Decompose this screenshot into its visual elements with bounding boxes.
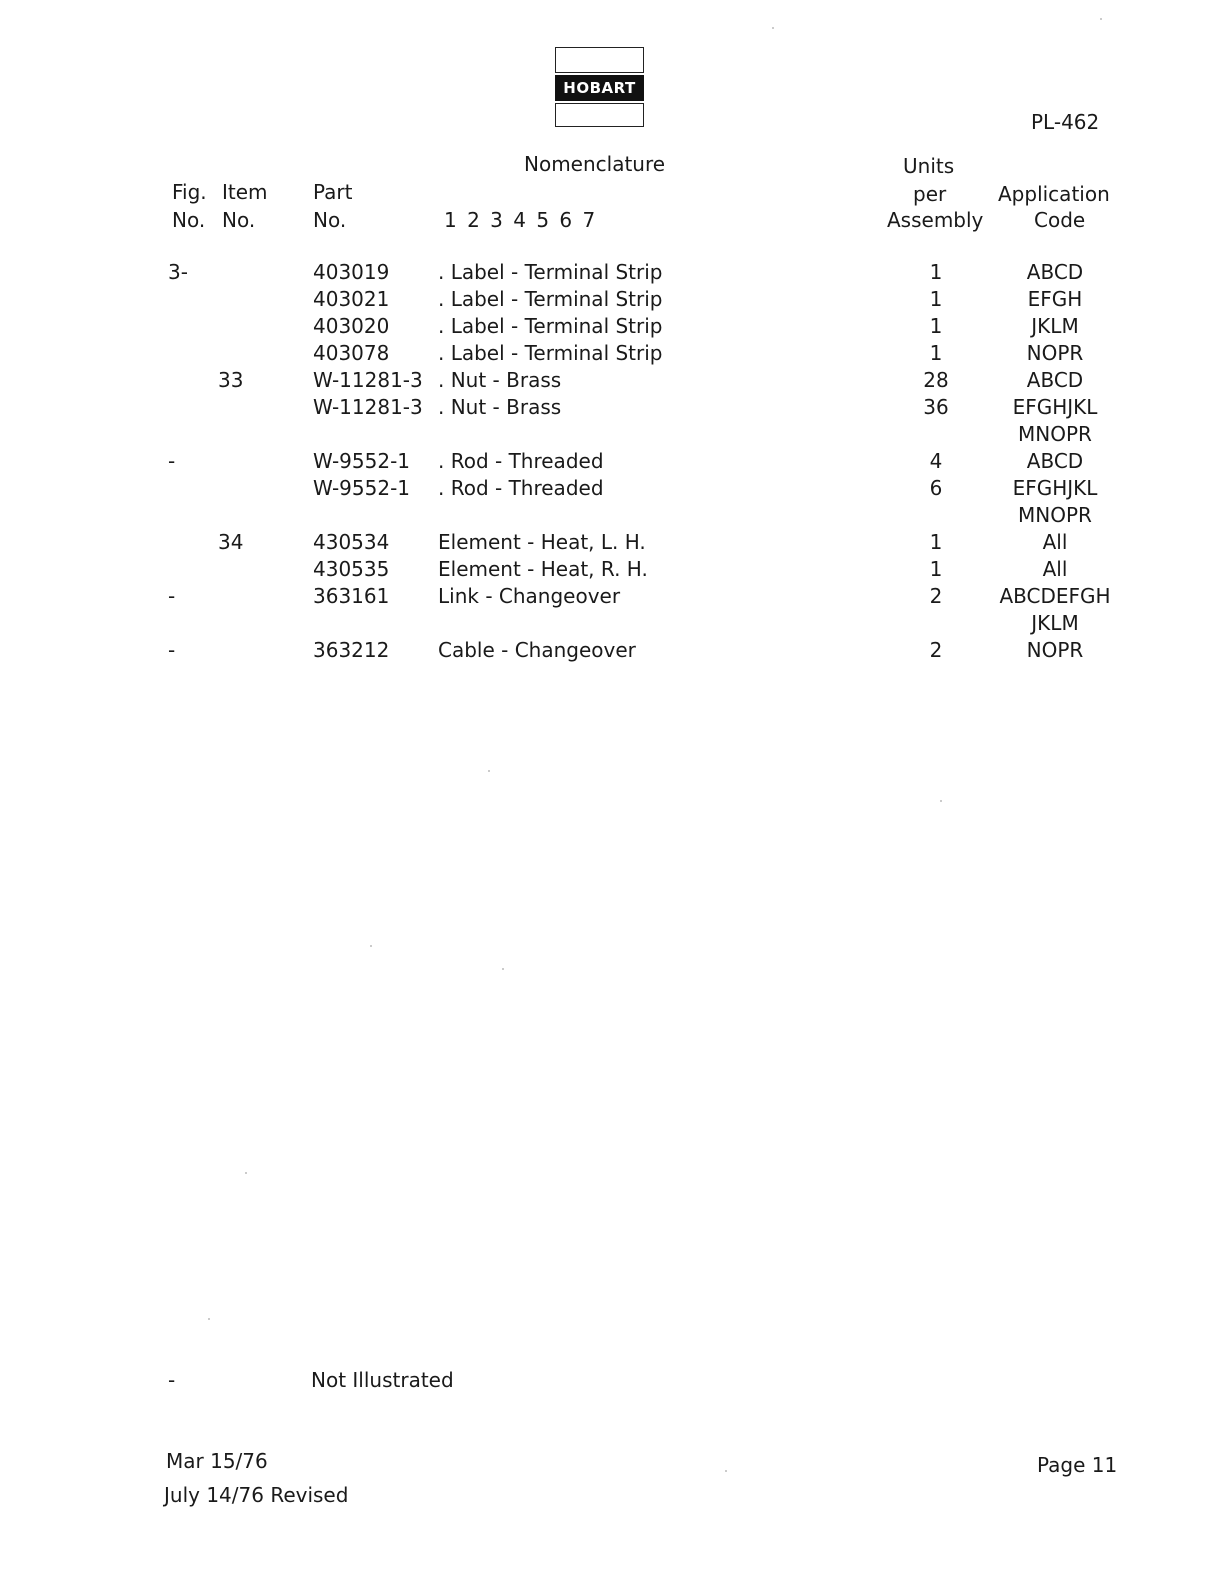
scan-speck xyxy=(1100,18,1102,20)
header-application: Application xyxy=(998,182,1110,206)
row-units: 1 xyxy=(929,260,943,284)
row-nomenclature: . Rod - Threaded xyxy=(438,476,604,500)
row-nomenclature: Element - Heat, R. H. xyxy=(438,557,648,581)
row-application-code: ABCDEFGH xyxy=(999,584,1111,608)
row-units: 2 xyxy=(929,584,943,608)
row-nomenclature: . Rod - Threaded xyxy=(438,449,604,473)
row-units: 1 xyxy=(929,557,943,581)
legend-text: Not Illustrated xyxy=(311,1368,454,1392)
row-part-no: 430535 xyxy=(313,557,390,581)
row-part-no: 363212 xyxy=(313,638,390,662)
scan-speck xyxy=(502,968,504,970)
row-part-no: W-11281-3 xyxy=(313,395,423,419)
row-units: 1 xyxy=(929,287,943,311)
row-nomenclature: . Nut - Brass xyxy=(438,395,562,419)
row-part-no: 403020 xyxy=(313,314,390,338)
row-part-no: 403019 xyxy=(313,260,390,284)
footer-revised-date: July 14/76 Revised xyxy=(164,1483,349,1507)
legend-symbol: - xyxy=(168,1368,176,1392)
row-fig: - xyxy=(168,584,176,608)
row-nomenclature: Link - Changeover xyxy=(438,584,621,608)
row-units: 1 xyxy=(929,341,943,365)
row-application-code: EFGHJKL xyxy=(1012,476,1098,500)
row-application-code: NOPR xyxy=(1026,341,1084,365)
row-units: 28 xyxy=(923,368,949,392)
header-fig: Fig. xyxy=(172,180,207,204)
row-fig: - xyxy=(168,638,176,662)
scan-speck xyxy=(940,800,942,802)
scan-speck xyxy=(488,770,490,772)
header-part-no: No. xyxy=(313,208,347,232)
row-fig: - xyxy=(168,449,176,473)
row-application-code: NOPR xyxy=(1026,638,1084,662)
row-fig: 3- xyxy=(168,260,188,284)
row-units: 2 xyxy=(929,638,943,662)
row-part-no: 403078 xyxy=(313,341,390,365)
scan-speck xyxy=(208,1318,210,1320)
header-part: Part xyxy=(313,180,353,204)
row-part-no: 363161 xyxy=(313,584,390,608)
row-nomenclature: Cable - Changeover xyxy=(438,638,636,662)
hobart-logo: HOBART xyxy=(555,75,644,101)
scan-speck xyxy=(245,1172,247,1174)
row-units: 6 xyxy=(929,476,943,500)
row-nomenclature: . Nut - Brass xyxy=(438,368,562,392)
row-application-code: ABCD xyxy=(1026,449,1084,473)
header-code: Code xyxy=(1034,208,1086,232)
row-part-no: W-9552-1 xyxy=(313,449,411,473)
header-nomenclature: Nomenclature xyxy=(524,152,666,176)
header-item-no: No. xyxy=(222,208,256,232)
header-indent-levels: 1 2 3 4 5 6 7 xyxy=(444,208,598,232)
row-units: 36 xyxy=(923,395,949,419)
row-units: 4 xyxy=(929,449,943,473)
row-application-code: JKLM xyxy=(1031,611,1079,635)
header-per: per xyxy=(913,182,947,206)
row-nomenclature: . Label - Terminal Strip xyxy=(438,287,663,311)
scan-speck xyxy=(772,27,774,29)
logo-frame-top xyxy=(555,47,644,73)
doc-number: PL-462 xyxy=(1031,110,1100,134)
row-nomenclature: . Label - Terminal Strip xyxy=(438,314,663,338)
row-application-code: All xyxy=(1042,530,1068,554)
header-assembly: Assembly xyxy=(887,208,984,232)
row-part-no: W-11281-3 xyxy=(313,368,423,392)
row-application-code: MNOPR xyxy=(1018,503,1092,527)
row-application-code: ABCD xyxy=(1026,368,1084,392)
row-application-code: MNOPR xyxy=(1018,422,1092,446)
row-units: 1 xyxy=(929,314,943,338)
row-application-code: All xyxy=(1042,557,1068,581)
row-part-no: 430534 xyxy=(313,530,390,554)
header-item: Item xyxy=(222,180,268,204)
page-number: Page 11 xyxy=(1037,1453,1118,1477)
row-application-code: EFGH xyxy=(1027,287,1083,311)
footer-date: Mar 15/76 xyxy=(166,1449,268,1473)
row-item-no: 34 xyxy=(218,530,244,554)
scan-speck xyxy=(370,945,372,947)
row-nomenclature: . Label - Terminal Strip xyxy=(438,341,663,365)
row-nomenclature: Element - Heat, L. H. xyxy=(438,530,646,554)
row-application-code: JKLM xyxy=(1031,314,1079,338)
row-item-no: 33 xyxy=(218,368,244,392)
row-application-code: ABCD xyxy=(1026,260,1084,284)
logo-frame-bottom xyxy=(555,103,644,127)
row-application-code: EFGHJKL xyxy=(1012,395,1098,419)
row-units: 1 xyxy=(929,530,943,554)
header-fig-no: No. xyxy=(172,208,206,232)
scan-speck xyxy=(725,1470,727,1472)
row-part-no: 403021 xyxy=(313,287,390,311)
row-part-no: W-9552-1 xyxy=(313,476,411,500)
row-nomenclature: . Label - Terminal Strip xyxy=(438,260,663,284)
header-units: Units xyxy=(903,154,955,178)
